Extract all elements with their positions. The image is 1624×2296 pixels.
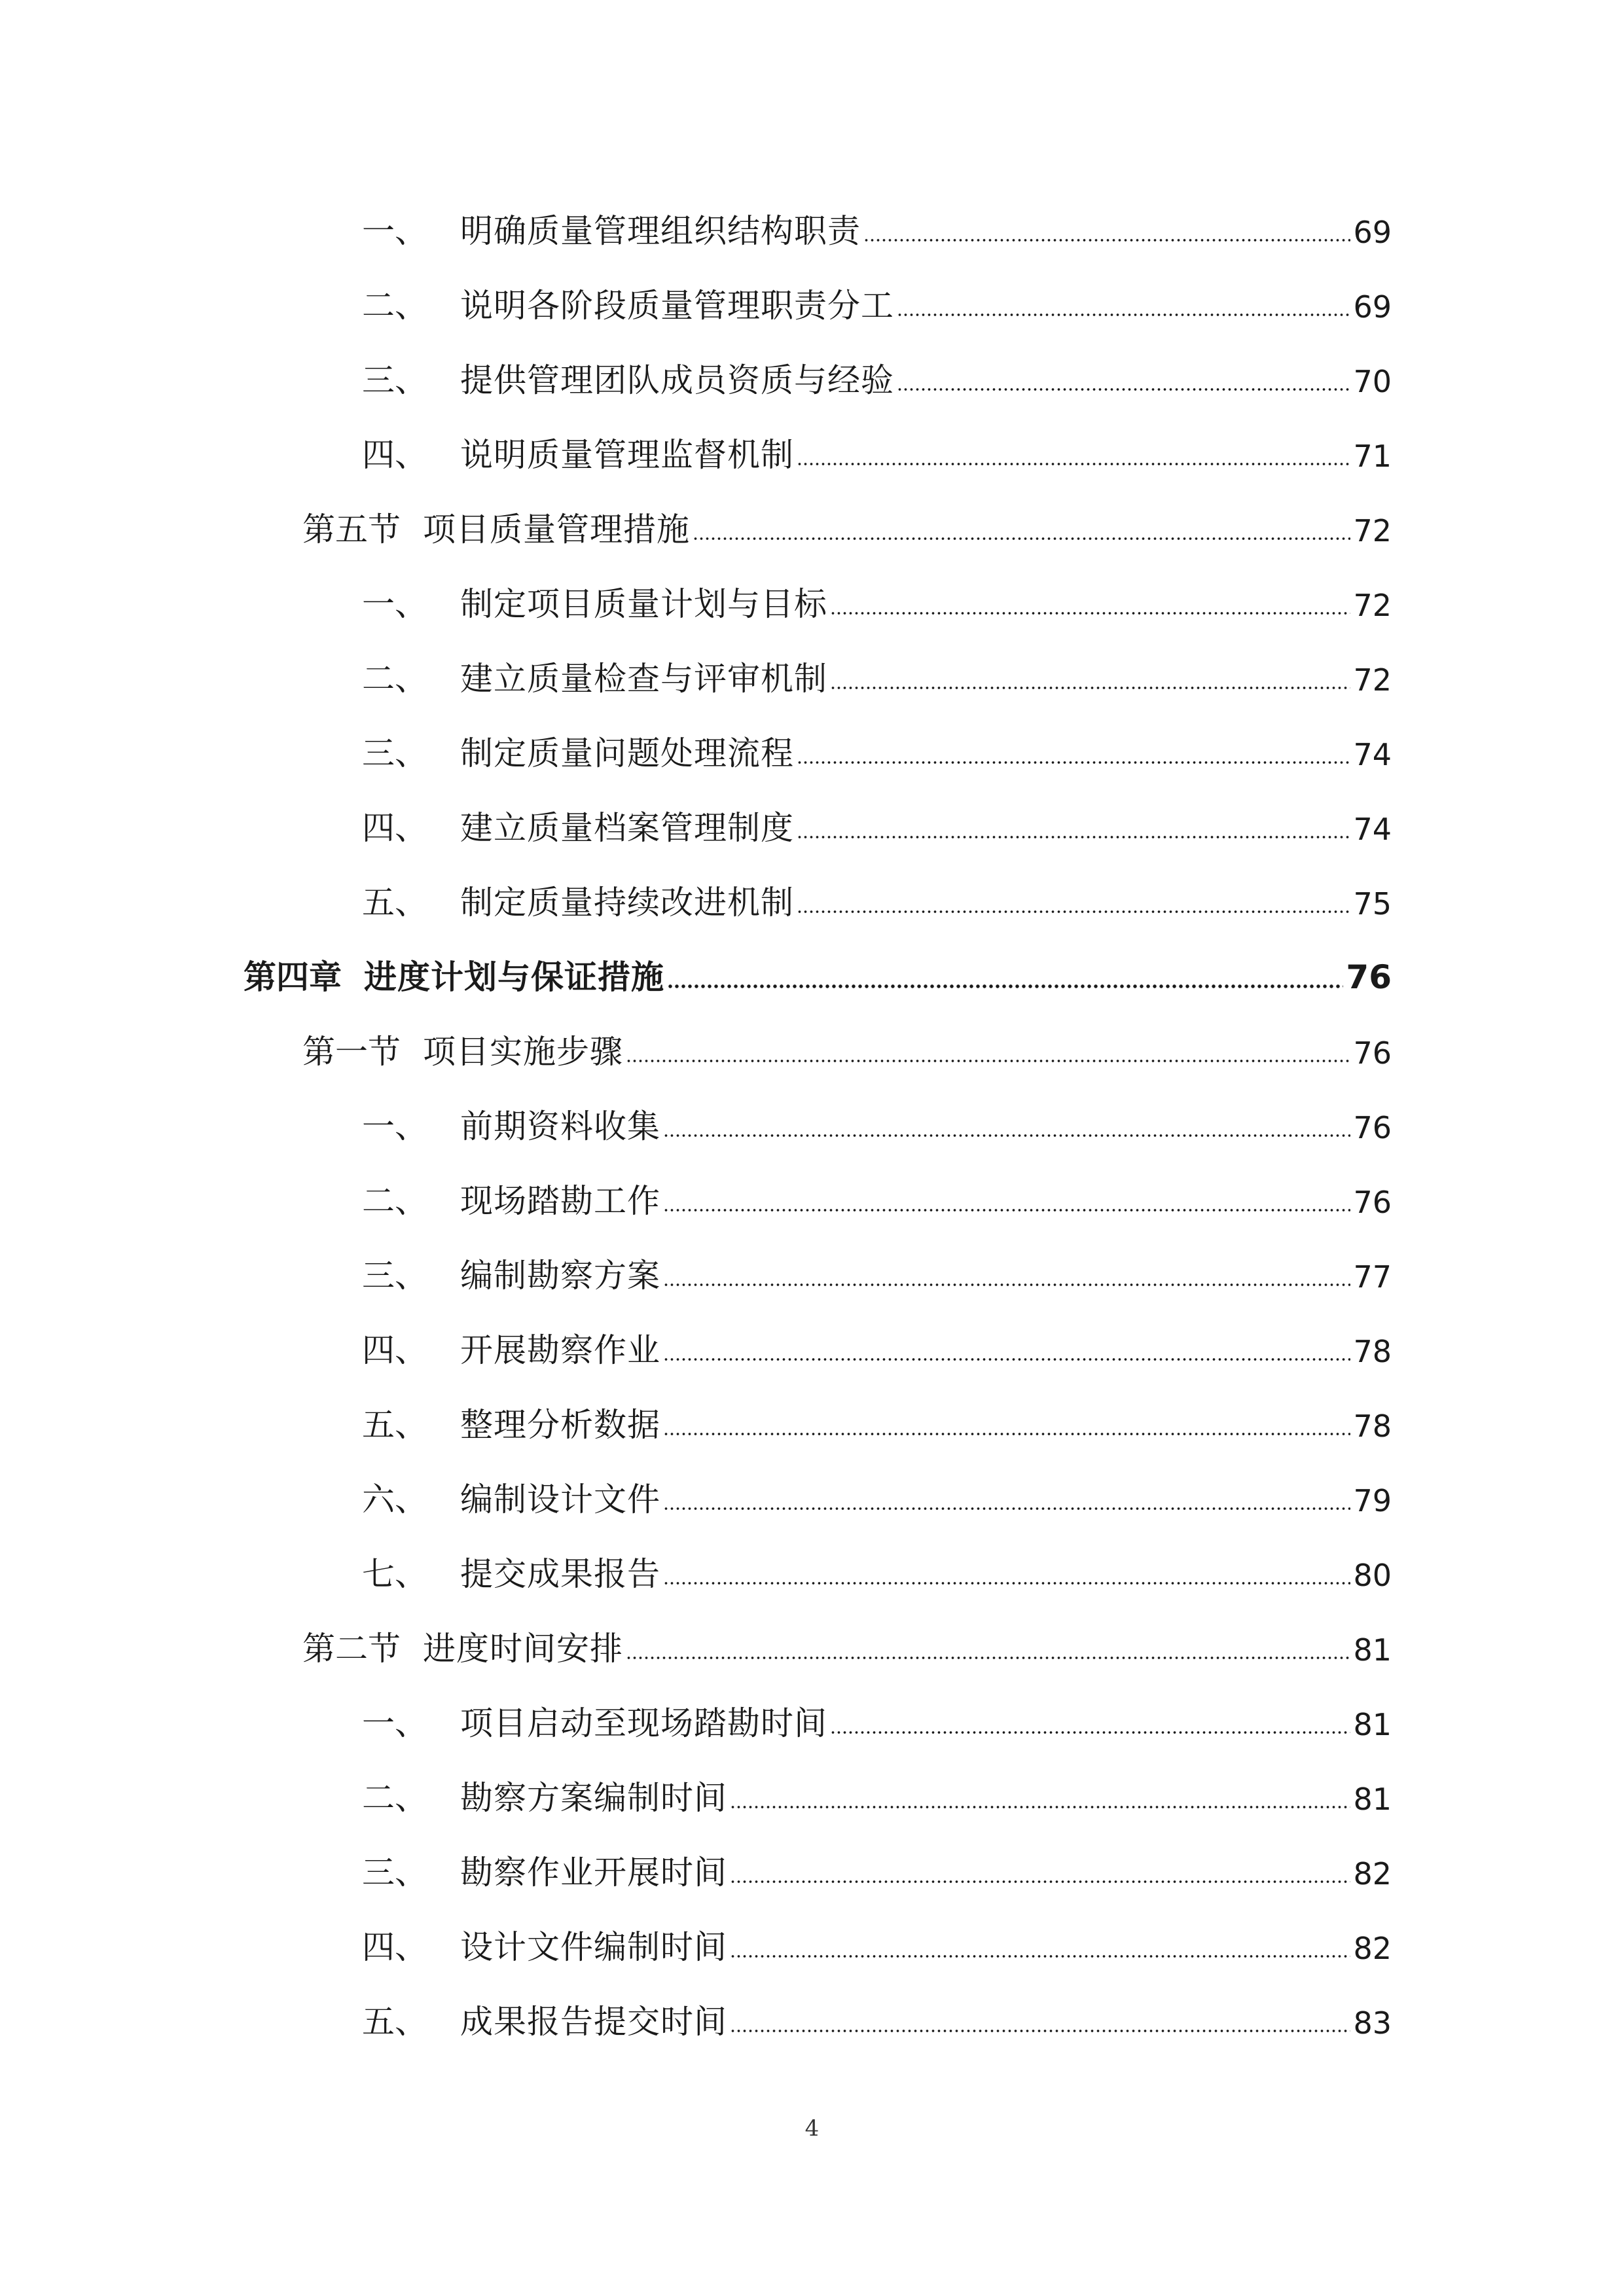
toc-entry-page-number: 69 (1353, 215, 1392, 250)
toc-entry-page-number: 81 (1353, 1632, 1392, 1668)
toc-entry-title: 设计文件编制时间 (460, 1928, 727, 1966)
toc-entry-item[interactable] (362, 1389, 1392, 1444)
dot-leader (897, 388, 1350, 391)
toc-entry-number: 二、 (362, 660, 427, 698)
toc-entry-number: 五、 (362, 884, 427, 922)
toc-entry-page-number: 69 (1353, 289, 1392, 325)
dot-leader (730, 1880, 1350, 1883)
toc-entry-page-number: 78 (1353, 1334, 1392, 1369)
toc-entry-item[interactable] (362, 1986, 1392, 2041)
dot-leader (863, 239, 1350, 242)
toc-entry-number: 三、 (362, 361, 427, 399)
dot-leader (830, 612, 1350, 615)
dot-leader (797, 463, 1350, 465)
toc-entry-title: 制定质量持续改进机制 (460, 884, 794, 922)
toc-entry-page-number: 72 (1353, 588, 1392, 623)
toc-entry-page-number: 76 (1346, 958, 1392, 996)
toc-entry-page-number: 74 (1353, 737, 1392, 772)
toc-entry-title: 项目质量管理措施 (423, 511, 690, 548)
toc-entry-item[interactable] (362, 568, 1392, 623)
toc-entry-title: 开展勘察作业 (460, 1331, 660, 1369)
toc-entry-item[interactable] (362, 1538, 1392, 1593)
toc-entry-number: 一、 (362, 1704, 427, 1742)
dot-leader (830, 687, 1350, 689)
toc-entry-page-number: 78 (1353, 1408, 1392, 1444)
dot-leader (663, 1433, 1350, 1435)
toc-entry-page-number: 83 (1353, 2005, 1392, 2041)
page-number: 4 (804, 2115, 820, 2142)
toc-entry-title: 建立质量检查与评审机制 (460, 660, 827, 698)
toc-entry-item[interactable] (362, 419, 1392, 474)
toc-entry-item[interactable] (362, 1240, 1392, 1295)
toc-entry-title: 提供管理团队成员资质与经验 (460, 361, 894, 399)
toc-entry-title: 制定质量问题处理流程 (460, 734, 794, 772)
toc-entry-title: 建立质量档案管理制度 (460, 809, 794, 847)
toc-entry-chapter[interactable] (244, 941, 1392, 994)
toc-entry-number: 五、 (362, 1406, 427, 1444)
toc-entry-number: 三、 (362, 1257, 427, 1295)
toc-entry-item[interactable] (362, 1090, 1392, 1143)
toc-entry-page-number: 76 (1353, 1110, 1392, 1145)
toc-entry-number: 四、 (362, 809, 427, 847)
toc-entry-page-number: 74 (1353, 812, 1392, 847)
toc-entry-title: 项目启动至现场踏勘时间 (460, 1704, 827, 1742)
dot-leader (897, 314, 1350, 316)
toc-entry-item[interactable] (362, 1762, 1392, 1817)
dot-leader (667, 984, 1343, 988)
toc-entry-page-number: 82 (1353, 1856, 1392, 1892)
toc-entry-page-number: 81 (1353, 1782, 1392, 1817)
toc-entry-title: 整理分析数据 (460, 1406, 660, 1444)
toc-entry-number: 五、 (362, 2003, 427, 2041)
toc-entry-title: 勘察方案编制时间 (460, 1779, 727, 1817)
toc-entry-title: 勘察作业开展时间 (460, 1854, 727, 1892)
toc-entry-title: 制定项目质量计划与目标 (460, 585, 827, 623)
toc-entry-item[interactable] (362, 195, 1392, 250)
toc-entry-number: 一、 (362, 212, 427, 250)
dot-leader (830, 1731, 1350, 1734)
dot-leader (663, 1134, 1350, 1137)
toc-entry-item[interactable] (362, 344, 1392, 397)
dot-leader (663, 1507, 1350, 1510)
toc-entry-page-number: 70 (1353, 364, 1392, 399)
toc-entry-item[interactable] (362, 792, 1392, 847)
toc-entry-number: 二、 (362, 1779, 427, 1817)
toc-entry-number: 第四章 (244, 958, 342, 996)
toc-entry-title: 成果报告提交时间 (460, 2003, 727, 2041)
toc-entry-title: 提交成果报告 (460, 1555, 660, 1593)
toc-entry-title: 项目实施步骤 (423, 1033, 623, 1071)
toc-entry-number: 三、 (362, 734, 427, 772)
toc-entry-number: 二、 (362, 1182, 427, 1220)
toc-entry-item[interactable] (362, 1314, 1392, 1367)
toc-entry-number: 七、 (362, 1555, 427, 1593)
dot-leader (693, 537, 1350, 540)
dot-leader (797, 910, 1350, 913)
dot-leader (730, 2030, 1350, 2032)
toc-entry-number: 四、 (362, 1928, 427, 1966)
toc-entry-title: 前期资料收集 (460, 1107, 660, 1145)
dot-leader (730, 1955, 1350, 1958)
toc-entry-item[interactable] (362, 1165, 1392, 1220)
toc-entry-page-number: 76 (1353, 1185, 1392, 1220)
toc-entry-page-number: 75 (1353, 886, 1392, 922)
toc-entry-page-number: 81 (1353, 1707, 1392, 1742)
toc-entry-title: 编制勘察方案 (460, 1257, 660, 1295)
toc-entry-section[interactable] (302, 1016, 1392, 1071)
toc-entry-number: 三、 (362, 1854, 427, 1892)
toc-entry-number: 第二节 (302, 1630, 401, 1668)
toc-entry-number: 四、 (362, 1331, 427, 1369)
toc-entry-item[interactable] (362, 270, 1392, 325)
toc-entry-page-number: 79 (1353, 1483, 1392, 1518)
dot-leader (626, 1657, 1350, 1659)
toc-entry-number: 一、 (362, 1107, 427, 1145)
toc-entry-item[interactable] (362, 643, 1392, 698)
toc-entry-page-number: 80 (1353, 1558, 1392, 1593)
dot-leader (663, 1283, 1350, 1286)
toc-entry-number: 第五节 (302, 511, 401, 548)
toc-entry-item[interactable] (362, 1911, 1392, 1964)
toc-entry-number: 第一节 (302, 1033, 401, 1071)
toc-entry-page-number: 82 (1353, 1931, 1392, 1966)
toc-entry-title: 进度计划与保证措施 (364, 958, 664, 996)
dot-leader (663, 1582, 1350, 1585)
toc-entry-section[interactable] (302, 493, 1392, 546)
dot-leader (797, 761, 1350, 764)
toc-entry-number: 四、 (362, 436, 427, 474)
dot-leader (730, 1806, 1350, 1808)
toc-entry-item[interactable] (362, 1463, 1392, 1516)
toc-entry-title: 明确质量管理组织结构职责 (460, 212, 861, 250)
toc-entry-number: 一、 (362, 585, 427, 623)
toc-entry-item[interactable] (362, 1687, 1392, 1740)
toc-entry-page-number: 76 (1353, 1035, 1392, 1071)
toc-entry-title: 现场踏勘工作 (460, 1182, 660, 1220)
toc-entry-title: 说明各阶段质量管理职责分工 (460, 287, 894, 325)
toc-entry-item[interactable] (362, 717, 1392, 770)
dot-leader (663, 1209, 1350, 1211)
toc-entry-number: 六、 (362, 1480, 427, 1518)
dot-leader (663, 1358, 1350, 1361)
toc-entry-page-number: 72 (1353, 662, 1392, 698)
toc-entry-item[interactable] (362, 867, 1392, 922)
toc-entry-title: 编制设计文件 (460, 1480, 660, 1518)
dot-leader (626, 1060, 1350, 1062)
toc-entry-page-number: 71 (1353, 439, 1392, 474)
toc-entry-item[interactable] (362, 1837, 1392, 1892)
toc-entry-page-number: 77 (1353, 1259, 1392, 1295)
toc-entry-title: 进度时间安排 (423, 1630, 623, 1668)
dot-leader (797, 836, 1350, 838)
toc-entry-title: 说明质量管理监督机制 (460, 436, 794, 474)
toc-entry-number: 二、 (362, 287, 427, 325)
toc-entry-page-number: 72 (1353, 513, 1392, 548)
toc-entry-section[interactable] (302, 1613, 1392, 1668)
